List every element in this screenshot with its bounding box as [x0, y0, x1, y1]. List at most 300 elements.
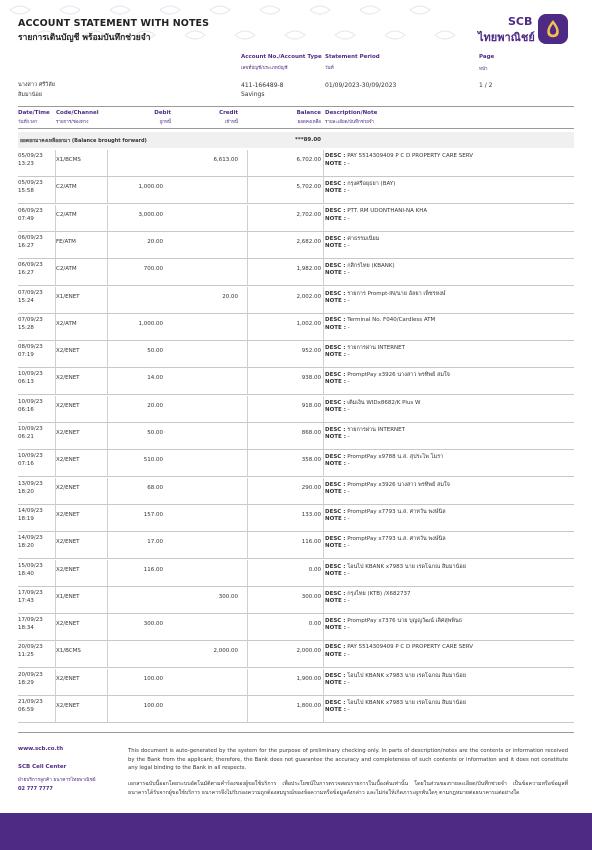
row-description — [325, 371, 450, 379]
row-note — [325, 489, 350, 495]
column-divider — [323, 177, 324, 204]
column-divider — [55, 532, 56, 559]
row-code: X2/ENET — [56, 675, 80, 682]
note-value: - — [347, 379, 350, 386]
desc-label: DESC : — [325, 153, 346, 159]
row-balance: 1,900.00 — [296, 675, 321, 682]
account-label: Account No./Account Type — [241, 54, 322, 60]
desc-label: DESC : — [325, 263, 346, 270]
row-date: 07/09/23 — [18, 316, 43, 323]
row-time: 13:23 — [18, 161, 34, 167]
col-credit-th: เข้าหนี้ — [224, 120, 238, 125]
row-debit: 50.00 — [147, 348, 163, 355]
desc-label: DESC : — [325, 290, 346, 297]
row-debit: 1,000.00 — [138, 184, 163, 191]
footer-brand-bar — [0, 813, 592, 850]
table-header-rule — [18, 128, 574, 129]
row-code: X2/ENET — [56, 348, 80, 355]
desc-label: DESC : — [325, 207, 346, 214]
column-divider — [107, 259, 108, 286]
column-divider — [323, 150, 324, 177]
page-label-th: หน้า — [479, 67, 488, 72]
disclaimer-english: This document is auto-generated by the system for the purpose of preliminary checking only. In parts of description/notes are the contents or information received by the Bank from the applicant; therefore, the Bank does not guarantee the accuracy and completeness of such contents or information and it does not constitute any legal binding to the Bank in all respects. — [128, 748, 568, 772]
col-description: Description/Note — [325, 110, 378, 116]
account-number: 411-166489-8 — [241, 82, 284, 89]
row-debit: 510.00 — [143, 457, 163, 464]
note-label: NOTE : — [325, 270, 346, 277]
row-debit: 50.00 — [147, 430, 163, 436]
desc-label: DESC : — [325, 618, 346, 625]
row-description — [325, 508, 446, 516]
table-row — [18, 423, 574, 450]
note-label: NOTE : — [325, 461, 346, 468]
table-row — [18, 532, 574, 559]
desc-value: PTT. RM UDONTHANI-NA KHA — [347, 207, 428, 214]
desc-label: DESC : — [325, 399, 346, 406]
note-label: NOTE : — [325, 488, 346, 495]
row-code: X2/ENET — [56, 621, 80, 628]
column-divider — [247, 505, 248, 532]
column-divider — [55, 341, 56, 368]
row-code: FE/ATM — [56, 238, 76, 245]
column-divider — [247, 423, 248, 450]
note-label: NOTE : — [325, 597, 346, 604]
note-label: NOTE : — [325, 679, 346, 686]
row-time: 11:25 — [18, 652, 34, 659]
row-date: 21/09/23 — [18, 699, 43, 705]
row-date: 05/09/23 — [18, 153, 43, 159]
row-debit: 157.00 — [143, 511, 163, 518]
column-divider — [247, 560, 248, 587]
account-label-th: เลขที่บัญชี/ประเภทบัญชี — [241, 66, 288, 71]
row-note — [325, 243, 350, 249]
column-divider — [55, 505, 56, 532]
brought-forward-value: ***89.00 — [294, 137, 321, 143]
note-value: - — [347, 352, 350, 359]
column-divider — [323, 505, 324, 532]
row-time: 15:24 — [18, 297, 34, 304]
desc-value: เติมเงิน WIDx8682/K Plus W — [347, 399, 421, 406]
row-date: 08/09/23 — [18, 344, 43, 351]
period-label-th: วันที่ — [325, 66, 334, 71]
period-label: Statement Period — [325, 54, 380, 60]
row-credit: 20.00 — [222, 293, 238, 300]
row-time: 06:13 — [18, 379, 34, 386]
column-divider — [55, 232, 56, 259]
row-description — [325, 644, 473, 650]
row-time: 06:21 — [18, 434, 34, 440]
note-label: NOTE : — [325, 324, 346, 331]
column-divider — [323, 614, 324, 641]
desc-value: PromptPay x3926 นางสาว พรทิพย์ สมใจ — [347, 372, 450, 379]
row-date: 14/09/23 — [18, 507, 43, 514]
table-row — [18, 259, 574, 286]
row-balance: 2,702.00 — [296, 211, 321, 218]
column-divider — [107, 423, 108, 450]
column-divider — [247, 587, 248, 614]
row-credit: 6,613.00 — [213, 157, 238, 163]
row-description — [325, 208, 427, 214]
row-note — [325, 625, 350, 631]
note-label: NOTE : — [325, 215, 346, 222]
row-balance: 952.00 — [301, 348, 321, 355]
row-date: 07/09/23 — [18, 289, 43, 296]
desc-label: DESC : — [325, 235, 346, 242]
row-description — [325, 344, 405, 352]
col-description-th: รายละเอียด/บันทึกช่วยจำ — [325, 120, 375, 125]
row-note — [325, 543, 350, 549]
row-date: 10/09/23 — [18, 398, 43, 405]
row-time: 16:27 — [18, 270, 34, 277]
row-description — [325, 453, 443, 461]
row-balance: 2,002.00 — [296, 293, 321, 300]
row-balance: 0.00 — [308, 621, 321, 628]
statement-title: ACCOUNT STATEMENT WITH NOTES — [18, 18, 210, 29]
row-date: 10/09/23 — [18, 453, 43, 460]
row-code: X2/ENET — [56, 375, 80, 382]
column-divider — [323, 560, 324, 587]
note-value: - — [347, 270, 350, 277]
note-label: NOTE : — [325, 652, 346, 659]
note-value: - — [347, 652, 350, 659]
column-divider — [323, 341, 324, 368]
column-divider — [323, 396, 324, 423]
column-divider — [107, 560, 108, 587]
row-balance: 5,702.00 — [296, 184, 321, 191]
table-row — [18, 641, 574, 668]
bank-name-th: ไทยพาณิชย์ — [478, 31, 535, 44]
note-value: - — [347, 297, 350, 304]
website-link[interactable]: www.scb.co.th — [18, 746, 64, 752]
call-center-phone[interactable]: 02 777 7777 — [18, 786, 53, 792]
column-divider — [107, 150, 108, 177]
column-divider — [247, 478, 248, 505]
row-date: 17/09/23 — [18, 589, 43, 596]
row-balance: 938.00 — [301, 375, 321, 382]
table-row — [18, 341, 574, 368]
column-divider — [247, 669, 248, 696]
row-balance: 6,702.00 — [296, 157, 321, 163]
row-debit: 100.00 — [143, 675, 163, 682]
row-time: 18:34 — [18, 625, 34, 632]
row-date: 10/09/23 — [18, 371, 43, 378]
note-label: NOTE : — [325, 570, 346, 577]
row-description — [325, 617, 462, 625]
col-date-time-th: วันที่/เวลา — [18, 120, 38, 125]
note-label: NOTE : — [325, 352, 346, 359]
row-code: X1/ENET — [56, 593, 80, 600]
row-note — [325, 407, 350, 413]
row-divider — [18, 722, 574, 723]
desc-label: DESC : — [325, 536, 346, 543]
row-code: X2/ENET — [56, 402, 80, 409]
column-divider — [55, 560, 56, 587]
row-time: 15:58 — [18, 188, 34, 195]
desc-label: DESC : — [325, 181, 346, 188]
desc-value: PromptPay x7793 น.ส. ศาหวัน พงษ์นิล — [347, 536, 446, 543]
desc-label: DESC : — [325, 563, 346, 570]
row-description — [325, 235, 379, 243]
row-code: X1/ENET — [56, 293, 80, 300]
row-balance: 116.00 — [301, 539, 321, 546]
note-value: - — [347, 188, 350, 195]
desc-value: PromptPay x7376 นาย บุญญวัฒน์ เลิศสุพพินธ — [347, 618, 463, 625]
col-date-time: Date/Time — [18, 110, 50, 116]
column-divider — [247, 641, 248, 668]
note-value: - — [347, 597, 350, 604]
desc-value: โอนไป KBANK x7983 นาย เรดโฉกณ สิมมาน้อย — [347, 672, 466, 679]
row-date: 15/09/23 — [18, 562, 43, 569]
row-debit: 100.00 — [143, 703, 163, 709]
table-bottom-rule — [18, 732, 574, 733]
table-row — [18, 614, 574, 641]
desc-value: ค่าธรรมเนียม — [347, 235, 380, 242]
row-note — [325, 161, 350, 167]
column-divider — [55, 478, 56, 505]
column-divider — [247, 368, 248, 395]
row-code: X2/ENET — [56, 457, 80, 464]
row-debit: 116.00 — [143, 566, 163, 573]
desc-label: DESC : — [325, 644, 346, 651]
note-value: - — [347, 488, 350, 495]
note-value: - — [347, 543, 350, 550]
desc-value: รายการ Prompt-IN/นาย อัลยา เพ็ชรหงษ์ — [347, 290, 446, 297]
row-debit: 300.00 — [143, 621, 163, 628]
column-divider — [107, 532, 108, 559]
column-divider — [107, 478, 108, 505]
row-description — [325, 699, 466, 707]
note-value: - — [347, 406, 350, 413]
note-label: NOTE : — [325, 188, 346, 195]
column-divider — [323, 314, 324, 341]
column-divider — [107, 505, 108, 532]
desc-label: DESC : — [325, 454, 346, 461]
note-label: NOTE : — [325, 406, 346, 413]
note-value: - — [347, 515, 350, 522]
row-note — [325, 461, 350, 467]
col-balance: Balance — [296, 110, 321, 116]
row-code: X1/BCMS — [56, 648, 81, 655]
column-divider — [323, 669, 324, 696]
row-description — [325, 153, 473, 159]
statement-title-thai: รายการเดินบัญชี พร้อมบันทึกช่วยจำ — [18, 33, 151, 43]
row-code: C2/ATM — [56, 184, 77, 191]
note-value: - — [347, 707, 350, 713]
row-code: X2/ENET — [56, 484, 80, 491]
scb-emblem-icon — [538, 14, 568, 44]
row-note — [325, 571, 350, 577]
column-divider — [55, 205, 56, 232]
note-value: - — [347, 461, 350, 468]
table-row — [18, 150, 574, 177]
customer-surname: สิมมาน้อย — [18, 92, 42, 98]
row-time: 07:49 — [18, 215, 34, 222]
column-divider — [107, 669, 108, 696]
row-time: 18:20 — [18, 543, 34, 550]
column-divider — [323, 696, 324, 723]
desc-value: รายการผ่าน INTERNET — [347, 427, 405, 433]
row-balance: 1,002.00 — [296, 320, 321, 327]
table-row — [18, 396, 574, 423]
row-balance: 290.00 — [301, 484, 321, 491]
column-divider — [55, 587, 56, 614]
row-credit: 2,000.00 — [213, 648, 238, 655]
note-value: - — [347, 434, 350, 440]
col-code-th: รายการ/ช่องทาง — [56, 120, 89, 125]
row-description — [325, 563, 466, 571]
desc-label: DESC : — [325, 700, 346, 706]
column-divider — [107, 368, 108, 395]
column-divider — [55, 259, 56, 286]
row-note — [325, 298, 350, 304]
column-divider — [107, 587, 108, 614]
note-label: NOTE : — [325, 543, 346, 550]
row-debit: 68.00 — [147, 484, 163, 491]
row-note — [325, 707, 350, 713]
row-balance: 1,982.00 — [296, 266, 321, 273]
column-divider — [107, 177, 108, 204]
row-time: 18:29 — [18, 679, 34, 686]
note-label: NOTE : — [325, 434, 346, 440]
row-date: 13/09/23 — [18, 480, 43, 487]
column-divider — [323, 287, 324, 314]
column-divider — [55, 287, 56, 314]
desc-value: PromptPay x3926 นางสาว พรทิพย์ สมใจ — [347, 481, 450, 488]
row-time: 17:43 — [18, 597, 34, 604]
table-row — [18, 450, 574, 477]
note-label: NOTE : — [325, 297, 346, 304]
row-debit: 20.00 — [147, 238, 163, 245]
bank-name-en: SCB — [508, 15, 533, 28]
desc-value: โอนไป KBANK x7983 นาย เรดโฉกณ สิมมาน้อย — [347, 700, 466, 706]
row-time: 07:19 — [18, 352, 34, 359]
desc-value: PAY 5514309409 P C D PROPERTY CARE SERV — [347, 644, 474, 651]
row-note — [325, 598, 350, 604]
row-description — [325, 262, 395, 270]
row-date: 06/09/23 — [18, 262, 43, 269]
column-divider — [55, 641, 56, 668]
desc-label: DESC : — [325, 372, 346, 379]
row-code: X2/ENET — [56, 511, 80, 518]
row-description — [325, 672, 466, 680]
note-value: - — [347, 570, 350, 577]
row-date: 14/09/23 — [18, 535, 43, 542]
row-date: 17/09/23 — [18, 617, 43, 624]
row-note — [325, 352, 350, 358]
row-note — [325, 434, 350, 440]
row-code: X2/ENET — [56, 703, 80, 709]
column-divider — [247, 696, 248, 723]
row-balance: 0.00 — [308, 566, 321, 573]
row-code: C2/ATM — [56, 266, 77, 273]
row-debit: 700.00 — [143, 266, 163, 273]
column-divider — [323, 587, 324, 614]
column-divider — [107, 396, 108, 423]
note-label: NOTE : — [325, 379, 346, 386]
row-description — [325, 426, 405, 434]
table-row — [18, 696, 574, 723]
row-note — [325, 325, 350, 331]
table-row — [18, 505, 574, 532]
column-divider — [247, 177, 248, 204]
desc-label: DESC : — [325, 427, 346, 433]
row-debit: 14.00 — [147, 375, 163, 382]
desc-label: DESC : — [325, 508, 346, 515]
disclaimer-thai: เอกสารฉบับนี้ออกโดยระบบอัตโนมัติตามคำร้องของผู้ขอใช้บริการ เพื่อประโยชน์ในการตรวจสอบรายการในเบื้องต้นเท่านั้น โดยในส่วนของรายละเอียด/บันทึกช่วยจำ เป็นข้อความหรือข้อมูลที่ธนาคารได้รับจากผู้ขอใช้บริการ ธนาคารจึงไม่รับรองความถูกต้องสมบูรณ์ของข้อความหรือข้อมูลดังกล่าว และไม่ก่อให้เกิดภาระผูกพันใดๆ ตามกฎหมายต่อธนาคารแต่อย่างใด — [128, 781, 568, 796]
column-divider — [107, 232, 108, 259]
note-value: - — [347, 161, 350, 167]
column-divider — [55, 177, 56, 204]
table-row — [18, 287, 574, 314]
call-center-label: SCB Cell Center — [18, 764, 67, 770]
row-code: X2/ENET — [56, 566, 80, 573]
row-date: 05/09/23 — [18, 180, 43, 187]
table-row — [18, 314, 574, 341]
col-code: Code/Channel — [56, 110, 99, 116]
column-divider — [55, 314, 56, 341]
row-balance: 133.00 — [301, 511, 321, 518]
desc-value: Terminal No. F040/Cardless ATM — [347, 316, 436, 323]
column-divider — [247, 396, 248, 423]
column-divider — [55, 368, 56, 395]
row-balance: 2,682.00 — [296, 238, 321, 245]
table-row — [18, 478, 574, 505]
row-note — [325, 216, 350, 222]
desc-value: กสิกรไทย (KBANK) — [347, 263, 395, 270]
column-divider — [247, 341, 248, 368]
row-balance: 358.00 — [301, 457, 321, 464]
note-label: NOTE : — [325, 242, 346, 249]
desc-value: PromptPay x9788 น.ส. สุประไพ โมรา — [347, 454, 444, 461]
row-debit: 3,000.00 — [138, 211, 163, 218]
table-row — [18, 205, 574, 232]
desc-value: PromptPay x7793 น.ส. ศาหวัน พงษ์นิล — [347, 508, 446, 515]
desc-label: DESC : — [325, 590, 346, 597]
desc-value: กรุงศรีอยุธยา (BAY) — [347, 181, 396, 188]
column-divider — [323, 259, 324, 286]
col-debit-th: ถูกหนี้ — [159, 120, 171, 125]
row-time: 07:16 — [18, 461, 34, 468]
statement-period: 01/09/2023-30/09/2023 — [325, 82, 397, 89]
row-balance: 918.00 — [301, 402, 321, 409]
note-value: - — [347, 215, 350, 222]
row-code: C2/ATM — [56, 211, 77, 218]
note-value: - — [347, 324, 350, 331]
row-balance: 868.00 — [301, 430, 321, 436]
call-center-sub: ฝ่ายบริการลูกค้า ธนาคารไทยพาณิชย์ — [18, 778, 96, 783]
row-code: X2/ATM — [56, 320, 77, 327]
row-description — [325, 535, 446, 543]
table-row — [18, 232, 574, 259]
row-balance: 2,000.00 — [296, 648, 321, 655]
brought-forward-label: ยอดยกมาคงเหลือยกมา (Balance brought forward) — [20, 138, 147, 144]
column-divider — [55, 423, 56, 450]
column-divider — [247, 259, 248, 286]
table-row — [18, 587, 574, 614]
row-description — [325, 399, 420, 407]
column-divider — [323, 450, 324, 477]
row-date: 20/09/23 — [18, 644, 43, 651]
table-row — [18, 560, 574, 587]
row-date: 10/09/23 — [18, 426, 43, 432]
row-note — [325, 652, 350, 658]
column-divider — [323, 368, 324, 395]
column-divider — [323, 478, 324, 505]
column-divider — [323, 532, 324, 559]
column-divider — [323, 205, 324, 232]
customer-name: นางสาว ศรีวิลัย — [18, 82, 55, 88]
row-time: 15:28 — [18, 324, 34, 331]
